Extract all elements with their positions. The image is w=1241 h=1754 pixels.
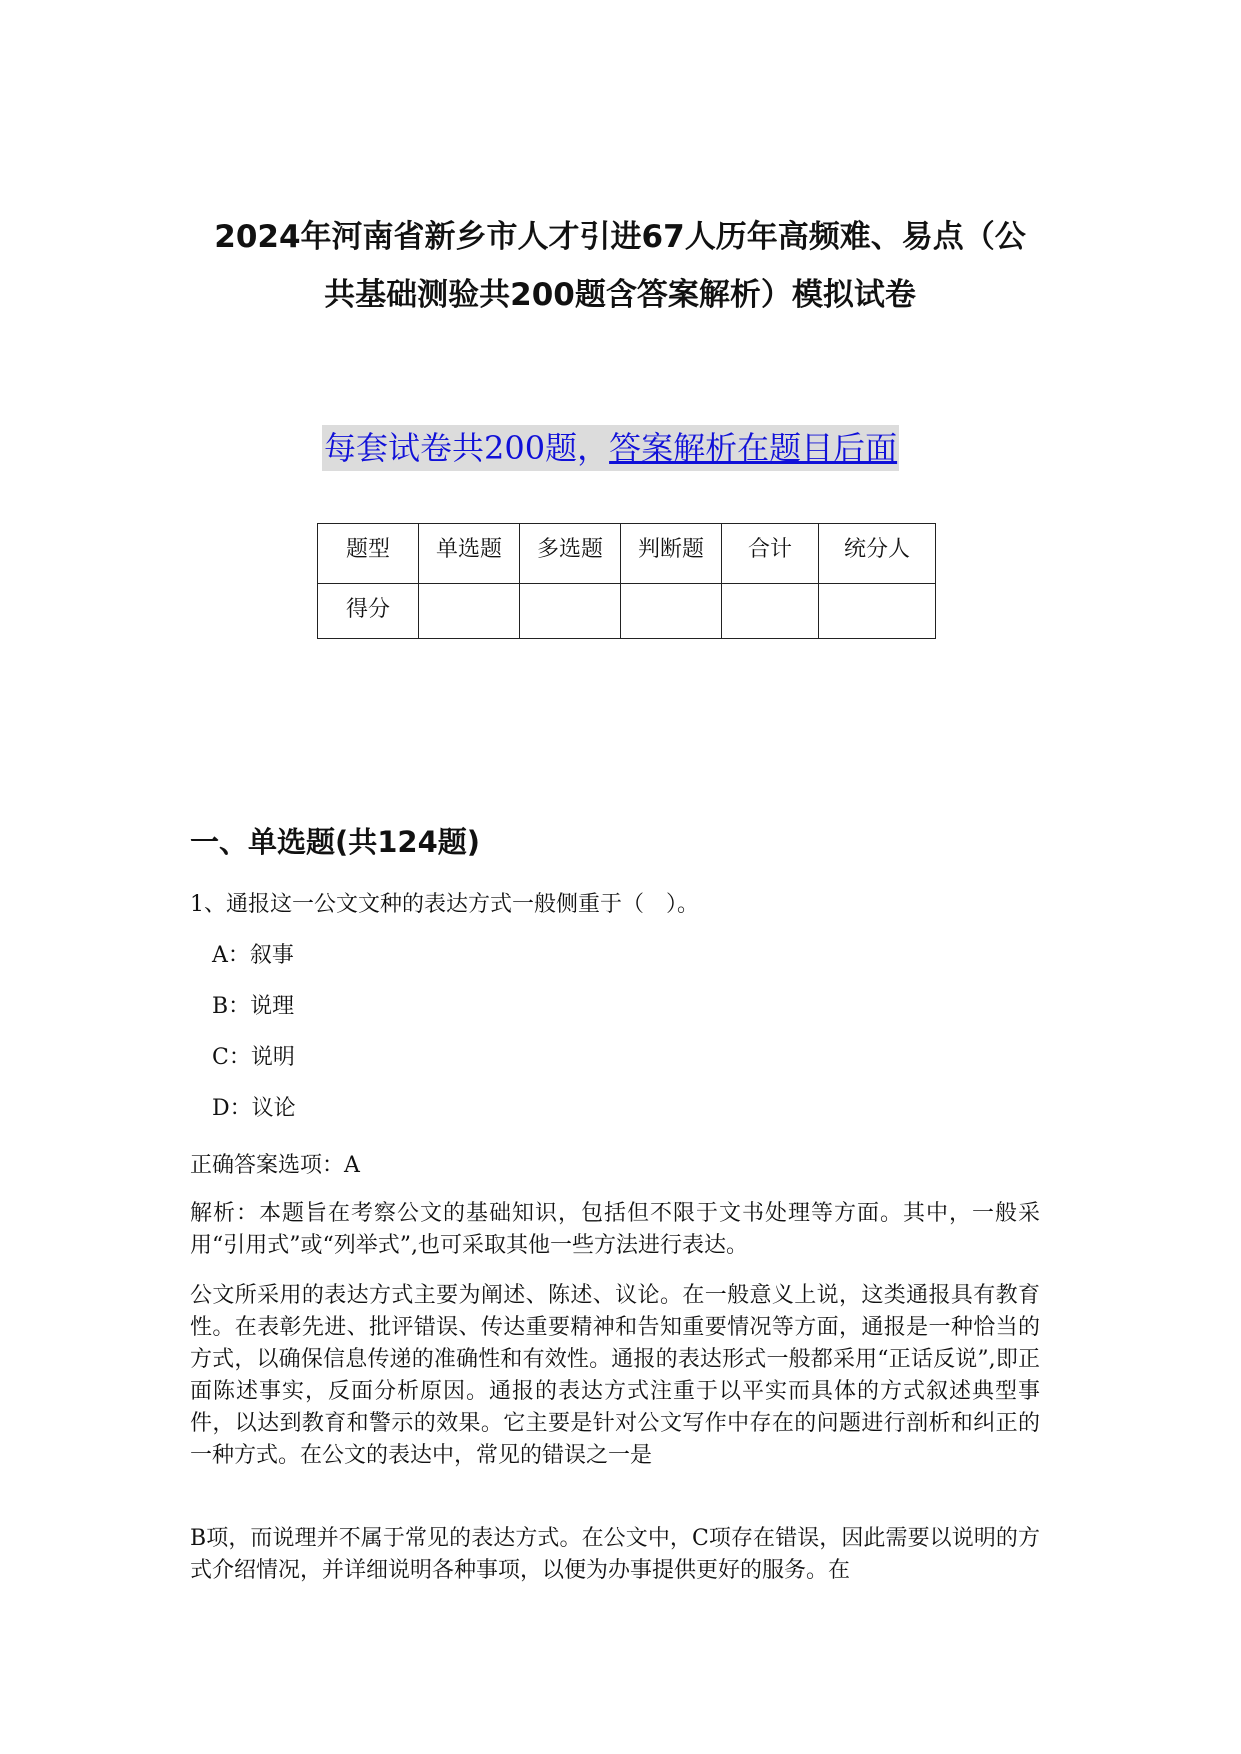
score-header-grader: 统分人 [819,524,936,584]
option-b: B：说理 [212,994,295,1019]
score-table-header-row [318,524,936,584]
score-cell-true-false[interactable] [621,584,722,639]
option-c: C：说明 [212,1045,295,1070]
question-1 [190,888,1040,1583]
score-row-label: 得分 [318,584,419,639]
score-header-multiple-choice: 多选题 [520,524,621,584]
score-header-type: 题型 [318,524,419,584]
question-stem: 1、通报这一公文文种的表达方式一般侧重于（ ）。 [190,892,699,917]
score-cell-single-choice[interactable] [419,584,520,639]
score-table-score-row [318,584,936,639]
document-title-line-1: 2024年河南省新乡市人才引进67人历年高频难、易点（公 [214,219,1026,255]
promo-text: 每套试卷共200题， [324,429,610,467]
score-header-total: 合计 [722,524,819,584]
document-title [180,208,1060,324]
promo-link[interactable]: 答案解析在题目后面 [609,429,898,467]
score-cell-total[interactable] [722,584,819,639]
score-table [317,523,936,639]
analysis-paragraph-1: 解析：本题旨在考察公文的基础知识，包括但不限于文书处理等方面。其中，一般采用“引用式”或“列举式”,也可采取其他一些方法进行表达。 [190,1201,1040,1258]
score-header-true-false: 判断题 [621,524,722,584]
option-d: D：议论 [212,1096,296,1121]
score-cell-grader[interactable] [819,584,936,639]
correct-answer: 正确答案选项：A [190,1153,360,1178]
score-header-single-choice: 单选题 [419,524,520,584]
document-title-line-2: 共基础测验共200题含答案解析）模拟试卷 [324,277,916,313]
promo-banner [322,425,899,471]
option-a: A：叙事 [212,943,294,968]
analysis-paragraph-2: 公文所采用的表达方式主要为阐述、陈述、议论。在一般意义上说，这类通报具有教育性。在表彰先进、批评错误、传达重要精神和告知重要情况等方面，通报是一种恰当的方式，以确保信息传递的准确性和有效性。通报的表达形式一般都采用“正话反说”,即正面陈述事实，反面分析原因。通报的表达方式注重于以平实而具体的方式叙述典型事件，以达到教育和警示的效果。它主要是针对公文写作中存在的问题进行剖析和纠正的一种方式。在公文的表达中，常见的错误之一是 [190,1283,1040,1468]
score-cell-multiple-choice[interactable] [520,584,621,639]
section-heading-single-choice: 一、单选题(共124题) [190,825,481,859]
analysis-paragraph-3: B项，而说理并不属于常见的表达方式。在公文中，C项存在错误，因此需要以说明的方式介绍情况，并详细说明各种事项，以便为办事提供更好的服务。在 [190,1526,1040,1583]
